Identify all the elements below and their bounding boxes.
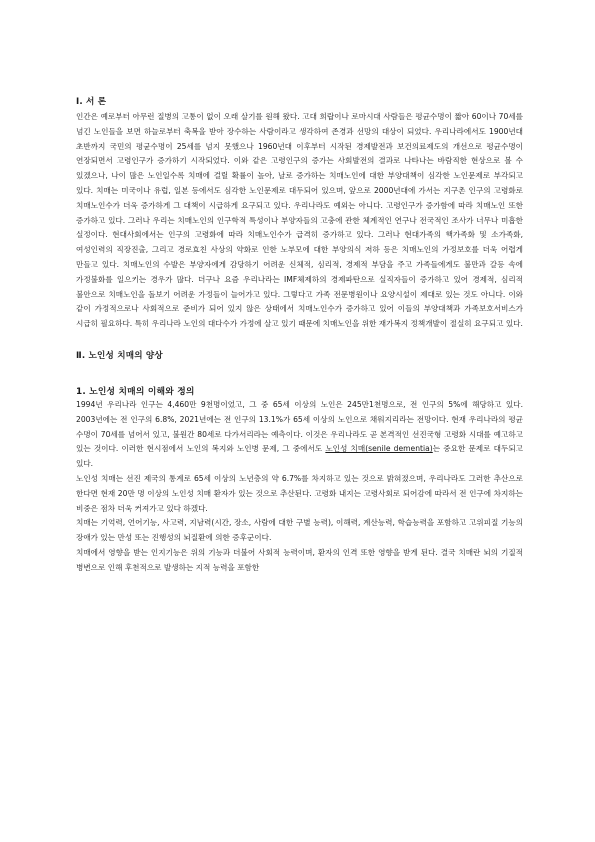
subsection-heading-definition: 1. 노인성 치매의 이해와 정의: [76, 386, 195, 397]
definition-paragraph-4: 치매에서 영향을 받는 인지기능은 위의 기능과 더불어 사회적 능력이며, 환자의 인격 또한 영향을 받게 된다. 결국 치매란 뇌의 기질적 병변으로 인해 후천적으로 발생하는 지적 능력을 포함한: [76, 547, 523, 572]
document-body: [76, 96, 523, 576]
definition-paragraph-1: [76, 398, 523, 472]
senile-dementia-term: 노인성 치매(senile dementia): [325, 444, 433, 454]
definition-paragraph-2: 노인성 치매는 선진 제국의 통계로 65세 이상의 노년층의 약 6.7%를 차지하고 있는 것으로 밝혀졌으며, 우리나라도 그러한 추산으로 한다면 현재 20만 명 이상의 노인성 치매 환자가 있는 것으로 추산된다. 고령화 내지는 고령사회로 되어감에 따라서 전 인구에 차지하는 비중은 점차 더욱 커져가고 있다 하겠다.: [76, 473, 523, 513]
definition-paragraph-3: 치매는 기억력, 언어기능, 사고력, 지남력(시간, 장소, 사람에 대한 구별 능력), 이해력, 계산능력, 학습능력을 포함하고 고위피질 기능의 장애가 있는 만성 또는 진행성의 뇌질환에 의한 증후군이다.: [76, 518, 523, 543]
definition-text-end: 는 중요한 문제로 대두되고 있다.: [76, 444, 523, 469]
definition-text-start: 1994년 우리나라 인구는 4,460만 9천명이었고, 그 중 65세 이상의 노인은 245만1천명으로, 전 인구의 5%에 해당하고 있다. 2003년에는 전 인구의 6.8%, 2021년에는 전 인구의 13.1%가 65세 이상의 노인으로 채워지리라는 전망이다. 현재 우리나라의 평균 수명이 70세를 넘어서 있고, 불원간 80세로 다가서리라는 예측이다. 이것은 우리나라도 곧 본격적인 선진국형 고령화 시대를 예고하고 있는 것이다. 이러한 현시점에서 노인의 복지와 노인병 문제, 그 중에서도: [76, 399, 523, 454]
section-heading-introduction: Ⅰ. 서 론: [76, 97, 107, 107]
introduction-paragraph: 인간은 예로부터 아무런 질병의 고통이 없이 오래 살기를 원해 왔다. 고대 희랍이나 로마시대 사람들은 평균수명이 짧아 60이나 70세를 넘긴 노인들을 보면 하늘로부터 축복을 받아 장수하는 사람이라고 생각하여 존경과 선망의 대상이 되었다. 우리나라에서도 1900년대 초반까지 국민의 평균수명이 25세를 넘지 못했으나 1960년대 이후부터 시작된 경제발전과 보건의료제도의 개선으로 평균수명이 연장되면서 고령인구가 증가하기 시작되었다. 이와 같은 고령인구의 증가는 사회발전의 결과로 나타나는 바람직한 현상으로 볼 수 있겠으나, 나이 많은 노인일수록 치매에 걸릴 확률이 높아, 날로 증가하는 치매노인에 대한 부양대책이 심각한 노인문제로 부각되고 있다. 치매는 미국이나 유럽, 일본 등에서도 심각한 노인문제로 대두되어 있으며, 앞으로 2000년대에 가서는 지구촌 인구의 고령화로 치매노인수가 더욱 증가하게 그 대책이 시급하게 요구되고 있다. 우리나라도 예외는 아니다. 고령인구가 증가함에 따라 치매노인 또한 증가하고 있다. 그러나 우리는 치매노인의 인구학적 특성이나 부양자들의 고충에 관한 체계적인 연구나 전국적인 조사가 너무나 미흡한 실정이다. 현대사회에서는 인구의 고령화에 따라 치매노인수가 급격히 증가하고 있다. 그러나 현대가족의 핵가족화 및 소가족화, 여성인력의 직장진출, 그리고 경로효친 사상의 약화로 인한 노부모에 대한 부양의식 저하 등은 치매노인의 가정보호를 더욱 어렵게 만들고 있다. 치매노인의 수발은 부양자에게 감당하기 어려운 신체적, 심리적, 경제적 부담을 주고 가족들에게도 불만과 갈등 속에 가정불화를 일으키는 경우가 많다. 더구나 요즘 우리나라는 IMF체제하의 경제파탄으로 실직자들이 증가하고 있어 경제적, 심리적 불안으로 치매노인을 돌보기 어려운 가정들이 늘어가고 있다. 그렇다고 가족 전문병원이나 요양시설이 제대로 있는 것도 아니다. 이와 같이 가정적으로나 사회적으로 준비가 되어 있지 않은 상태에서 치매노인수가 증가하고 있어 이들의 부양대책과 가족보호서비스가 시급히 필요하다. 특히 우리나라 노인의 대다수가 가정에 살고 있기 때문에 치매노인을 위한 재가복지 정책개발이 절실히 요구되고 있다.: [76, 112, 523, 329]
section-heading-dementia-aspects: Ⅱ. 노인성 치매의 양상: [76, 350, 163, 361]
